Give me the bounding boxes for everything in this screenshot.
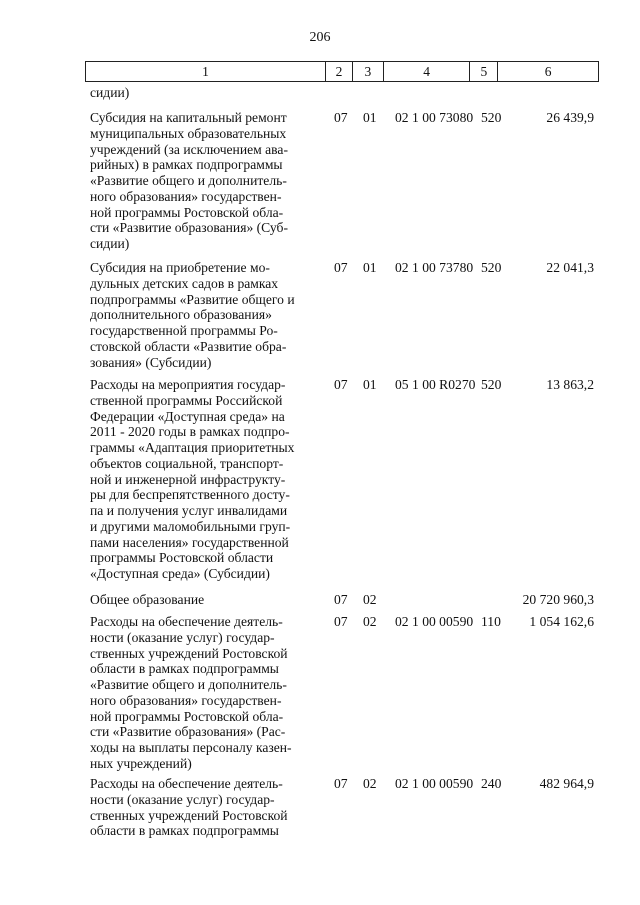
row-section-code: 07 <box>334 776 348 791</box>
row-description: Субсидия на капитальный ремонт муниципальных образовательных учреждений (за исключением ава- рийных) в рамках подпрограммы «Развитие общего и дополнитель- ного образования» государствен- ной программы Ростовской обла- сти «Развитие образования» (Суб- сидии) <box>90 110 288 251</box>
row-expense-type-code: 110 <box>481 614 501 629</box>
row-expense-type-code: 520 <box>481 377 502 392</box>
row-subsection-code: 02 <box>363 776 377 791</box>
row-subsection-code: 02 <box>363 614 377 629</box>
row-subsection-code: 01 <box>363 377 377 392</box>
row-subsection-code: 02 <box>363 592 377 607</box>
row-amount: 482 964,9 <box>539 776 594 791</box>
row-description: Общее образование <box>90 592 205 607</box>
row-amount: 20 720 960,3 <box>522 592 594 607</box>
row-expense-type-code: 240 <box>481 776 502 791</box>
column-header-2: 2 <box>325 62 352 81</box>
table-column-header <box>85 61 599 82</box>
row-description: Расходы на обеспечение деятель- ности (оказание услуг) государ- ственных учреждений Ростовской области в рамках подпрограммы «Развитие общего и дополнитель- ного образования» государствен- ной программы Ростовской обла- сти «Развитие образования» (Рас- ходы на выплаты персоналу казен- ных учреждений) <box>90 614 292 771</box>
column-header-1: 1 <box>202 63 209 79</box>
row-section-code: 07 <box>334 110 348 125</box>
row-target-code: 05 1 00 R0270 <box>395 377 476 392</box>
column-header-6: 6 <box>497 62 598 81</box>
row-target-code: 02 1 00 00590 <box>395 614 474 629</box>
row-target-code: 02 1 00 73780 <box>395 260 474 275</box>
row-amount: 13 863,2 <box>546 377 594 392</box>
page-number: 206 <box>309 30 331 45</box>
row-expense-type-code: 520 <box>481 110 502 125</box>
row-subsection-code: 01 <box>363 110 377 125</box>
row-description: Расходы на обеспечение деятель- ности (оказание услуг) государ- ственных учреждений Ростовской области в рамках подпрограммы <box>90 776 288 839</box>
row-amount: 22 041,3 <box>546 260 594 275</box>
row-subsection-code: 01 <box>363 260 377 275</box>
row-amount: 26 439,9 <box>546 110 594 125</box>
row-section-code: 07 <box>334 260 348 275</box>
row-section-code: 07 <box>334 614 348 629</box>
row-expense-type-code: 520 <box>481 260 502 275</box>
row-target-code: 02 1 00 00590 <box>395 776 474 791</box>
row-target-code: 02 1 00 73080 <box>395 110 474 125</box>
row-section-code: 07 <box>334 377 348 392</box>
column-header-4: 4 <box>383 62 470 81</box>
row-section-code: 07 <box>334 592 348 607</box>
row-description: Расходы на мероприятия государ- ственной программы Российской Федерации «Доступная среда» на 2011 - 2020 годы в рамках подпро- граммы «Адаптация приоритетных объектов социальной, транспорт- ной и инженерной инфраструкту- ры для беспрепятственного досту- па и получения услуг инвалидами и другими маломобильными груп- пами населения» государственной программы Ростовской области «Доступная среда» (Субсидии) <box>90 377 295 581</box>
column-header-3: 3 <box>352 62 383 81</box>
continued-text: сидии) <box>90 85 130 100</box>
column-header-5: 5 <box>469 62 497 81</box>
row-description: Субсидия на приобретение мо- дульных детских садов в рамках подпрограммы «Развитие общего и дополнительного образования» государственной программы Ро- стовской области «Развитие обра- зования» (Субсидии) <box>90 260 295 370</box>
row-amount: 1 054 162,6 <box>529 614 594 629</box>
